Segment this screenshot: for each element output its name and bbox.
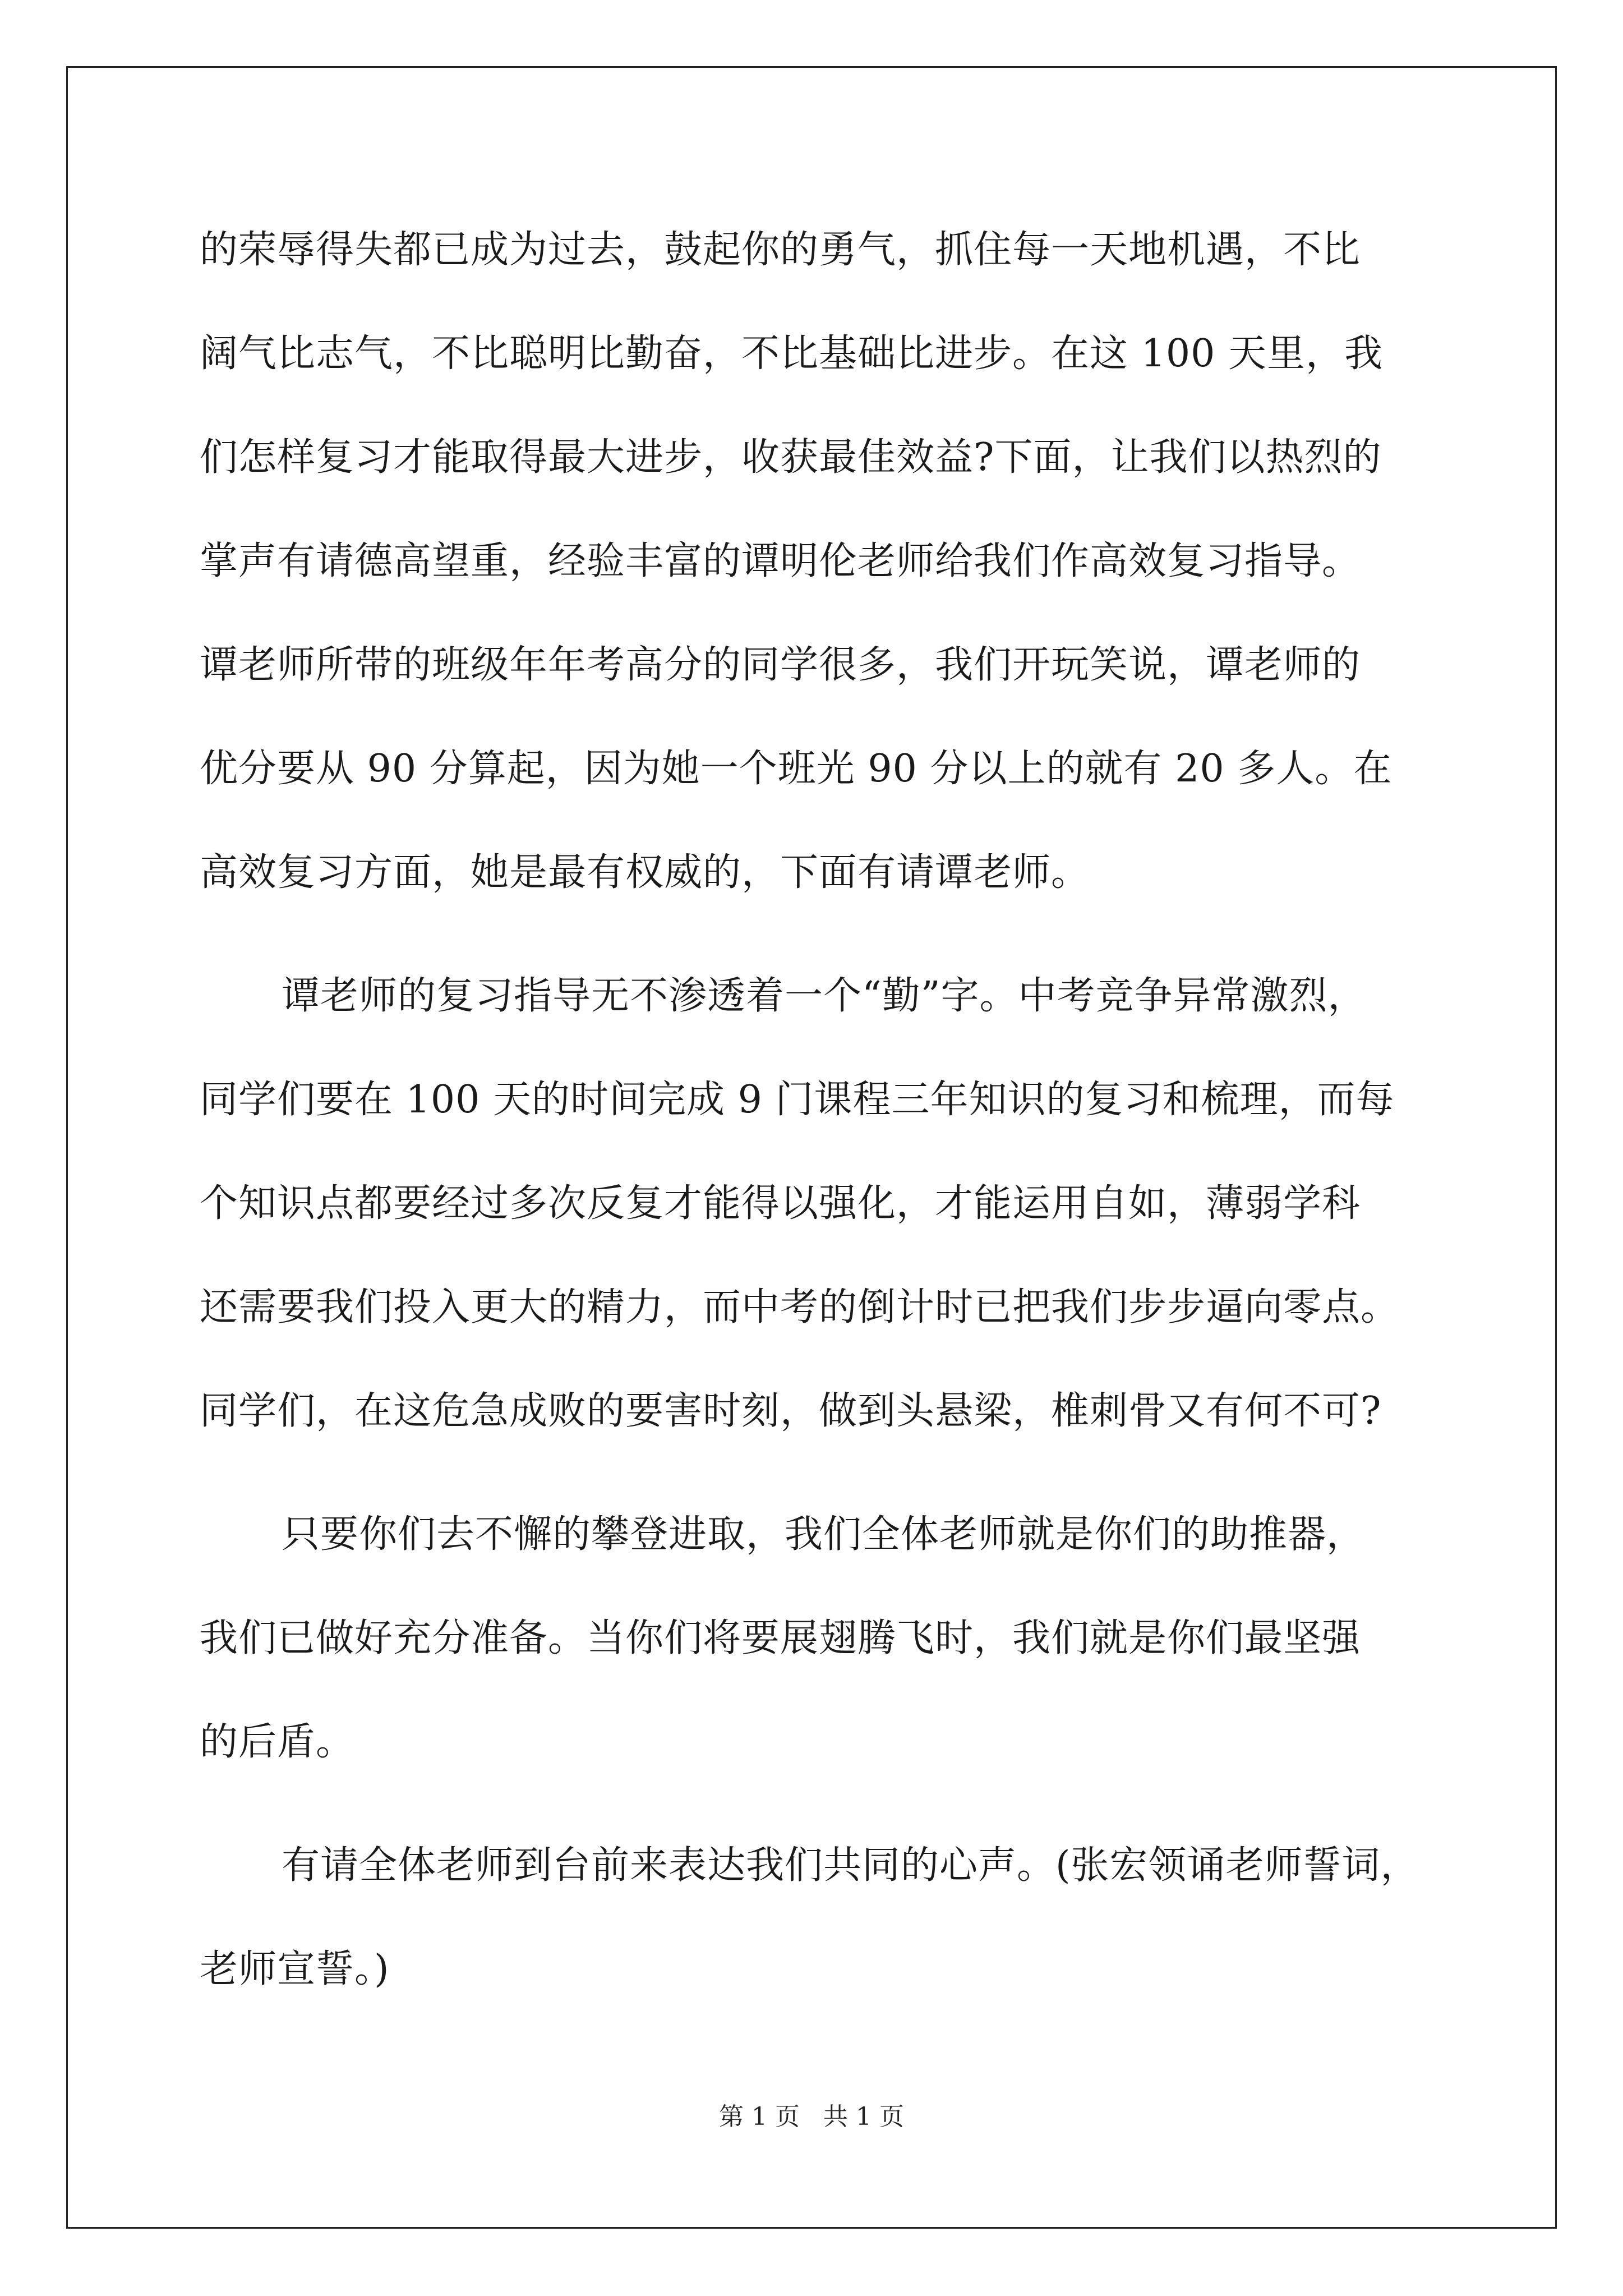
text-line: 阔气比志气，不比聪明比勤奋，不比基础比进步。在这 100 天里，我 bbox=[200, 332, 1384, 376]
paragraph-first-line: 谭老师的复习指导无不渗透着一个“勤”字。中考竞争异常激烈， bbox=[282, 974, 1367, 1018]
text-line: 掌声有请德高望重，经验丰富的谭明伦老师给我们作高效复习指导。 bbox=[200, 539, 1361, 583]
text-line: 高效复习方面，她是最有权威的，下面有请谭老师。 bbox=[200, 850, 1090, 895]
text-line: 的后盾。 bbox=[200, 1720, 355, 1764]
text-line: 们怎样复习才能取得最大进步，收获最佳效益?下面，让我们以热烈的 bbox=[200, 435, 1382, 480]
text-line: 同学们，在这危急成败的要害时刻，做到头悬梁，椎刺骨又有何不可? bbox=[200, 1389, 1382, 1433]
text-line: 还需要我们投入更大的精力，而中考的倒计时已把我们步步逼向零点。 bbox=[200, 1285, 1400, 1329]
text-line: 同学们要在 100 天的时间完成 9 门课程三年知识的复习和梳理，而每 bbox=[200, 1078, 1395, 1122]
text-line: 优分要从 90 分算起，因为她一个班光 90 分以上的就有 20 多人。在 bbox=[200, 747, 1393, 791]
text-line: 老师宣誓。) bbox=[200, 1947, 390, 1991]
text-line: 个知识点都要经过多次反复才能得以强化，才能运用自如，薄弱学科 bbox=[200, 1181, 1361, 1226]
text-line: 谭老师所带的班级年年考高分的同学很多，我们开玩笑说，谭老师的 bbox=[200, 643, 1361, 687]
page-number-footer: 第 1 页 共 1 页 bbox=[719, 2102, 904, 2131]
paragraph-first-line: 有请全体老师到台前来表达我们共同的心声。(张宏领诵老师誓词， bbox=[282, 1843, 1419, 1888]
page-border bbox=[66, 66, 1557, 2229]
paragraph-first-line: 只要你们去不懈的攀登进取，我们全体老师就是你们的助推器， bbox=[282, 1512, 1366, 1557]
text-line: 的荣辱得失都已成为过去，鼓起你的勇气，抓住每一天地机遇，不比 bbox=[200, 228, 1361, 272]
text-line: 我们已做好充分准备。当你们将要展翅腾飞时，我们就是你们最坚强 bbox=[200, 1616, 1361, 1660]
